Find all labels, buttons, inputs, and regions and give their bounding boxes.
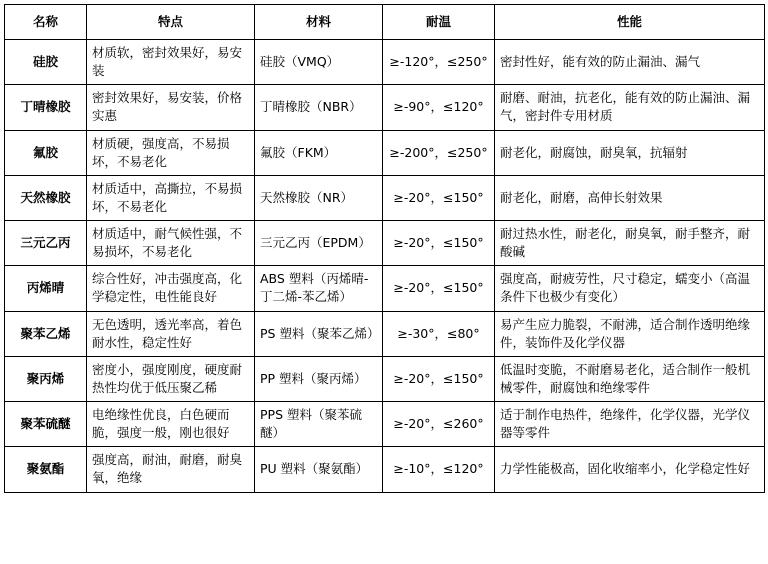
table-row: [5, 85, 765, 130]
column-header-material: 材料: [255, 5, 383, 40]
table-row: [5, 221, 765, 266]
cell-feature: 综合性好，冲击强度高，化学稳定性，电性能良好: [87, 266, 255, 311]
cell-name: 丙烯晴: [5, 266, 87, 311]
cell-name: 天然橡胶: [5, 175, 87, 220]
column-header-performance: 性能: [495, 5, 765, 40]
cell-temperature: ≥-200°，≤250°: [383, 130, 495, 175]
cell-temperature: ≥-90°，≤120°: [383, 85, 495, 130]
cell-temperature: ≥-30°，≤80°: [383, 311, 495, 356]
header-row: [5, 5, 765, 40]
cell-temperature: ≥-10°，≤120°: [383, 447, 495, 492]
cell-performance: 密封性好，能有效的防止漏油、漏气: [495, 40, 765, 85]
cell-performance: 耐磨、耐油，抗老化，能有效的防止漏油、漏气，密封件专用材质: [495, 85, 765, 130]
cell-material: 三元乙丙（EPDM）: [255, 221, 383, 266]
table-row: [5, 40, 765, 85]
table-row: [5, 266, 765, 311]
table-row: [5, 402, 765, 447]
cell-feature: 电绝缘性优良，白色硬而脆，强度一般，刚也很好: [87, 402, 255, 447]
table-row: [5, 130, 765, 175]
cell-feature: 密度小，强度刚度，硬度耐热性均优于低压聚乙稀: [87, 356, 255, 401]
table-header: [5, 5, 765, 40]
cell-feature: 材质适中，耐气候性强，不易损坏，不易老化: [87, 221, 255, 266]
cell-performance: 耐老化，耐腐蚀，耐臭氧，抗辐射: [495, 130, 765, 175]
cell-material: PPS 塑料（聚苯硫醚）: [255, 402, 383, 447]
cell-feature: 密封效果好，易安装，价格实惠: [87, 85, 255, 130]
cell-feature: 材质硬，强度高，不易损坏，不易老化: [87, 130, 255, 175]
cell-material: ABS 塑料（丙烯晴-丁二烯-苯乙烯）: [255, 266, 383, 311]
cell-temperature: ≥-20°，≤150°: [383, 175, 495, 220]
table-body: [5, 40, 765, 493]
cell-performance: 强度高，耐疲劳性，尺寸稳定，蠕变小（高温条件下也极少有变化）: [495, 266, 765, 311]
cell-performance: 适于制作电热件，绝缘件，化学仪器，光学仪器等零件: [495, 402, 765, 447]
cell-performance: 耐过热水性，耐老化，耐臭氧，耐手整齐，耐酸碱: [495, 221, 765, 266]
cell-temperature: ≥-20°，≤150°: [383, 221, 495, 266]
cell-temperature: ≥-20°，≤260°: [383, 402, 495, 447]
cell-temperature: ≥-120°，≤250°: [383, 40, 495, 85]
column-header-name: 名称: [5, 5, 87, 40]
cell-performance: 易产生应力脆裂，不耐沸，适合制作透明绝缘件，装饰件及化学仪器: [495, 311, 765, 356]
cell-material: 硅胶（VMQ）: [255, 40, 383, 85]
cell-name: 丁晴橡胶: [5, 85, 87, 130]
cell-material: PP 塑料（聚丙烯）: [255, 356, 383, 401]
cell-feature: 无色透明，透光率高，着色耐水性，稳定性好: [87, 311, 255, 356]
table-row: [5, 356, 765, 401]
cell-name: 聚丙烯: [5, 356, 87, 401]
cell-name: 聚苯硫醚: [5, 402, 87, 447]
cell-feature: 材质软，密封效果好，易安装: [87, 40, 255, 85]
cell-performance: 耐老化，耐磨，高伸长射效果: [495, 175, 765, 220]
cell-performance: 力学性能极高，固化收缩率小，化学稳定性好: [495, 447, 765, 492]
column-header-feature: 特点: [87, 5, 255, 40]
table-row: [5, 175, 765, 220]
table-row: [5, 311, 765, 356]
cell-name: 三元乙丙: [5, 221, 87, 266]
cell-feature: 强度高，耐油，耐磨，耐臭氧，绝缘: [87, 447, 255, 492]
cell-temperature: ≥-20°，≤150°: [383, 356, 495, 401]
cell-name: 硅胶: [5, 40, 87, 85]
cell-material: 天然橡胶（NR）: [255, 175, 383, 220]
cell-performance: 低温时变脆，不耐磨易老化，适合制作一般机械零件，耐腐蚀和绝缘零件: [495, 356, 765, 401]
cell-material: PU 塑料（聚氨酯）: [255, 447, 383, 492]
column-header-temperature: 耐温: [383, 5, 495, 40]
cell-material: 氟胶（FKM）: [255, 130, 383, 175]
cell-name: 聚苯乙烯: [5, 311, 87, 356]
cell-temperature: ≥-20°，≤150°: [383, 266, 495, 311]
table-row: [5, 447, 765, 492]
cell-material: 丁晴橡胶（NBR）: [255, 85, 383, 130]
cell-feature: 材质适中，高撕拉，不易损坏，不易老化: [87, 175, 255, 220]
material-properties-table: [4, 4, 765, 493]
cell-name: 聚氨酯: [5, 447, 87, 492]
cell-material: PS 塑料（聚苯乙烯）: [255, 311, 383, 356]
cell-name: 氟胶: [5, 130, 87, 175]
